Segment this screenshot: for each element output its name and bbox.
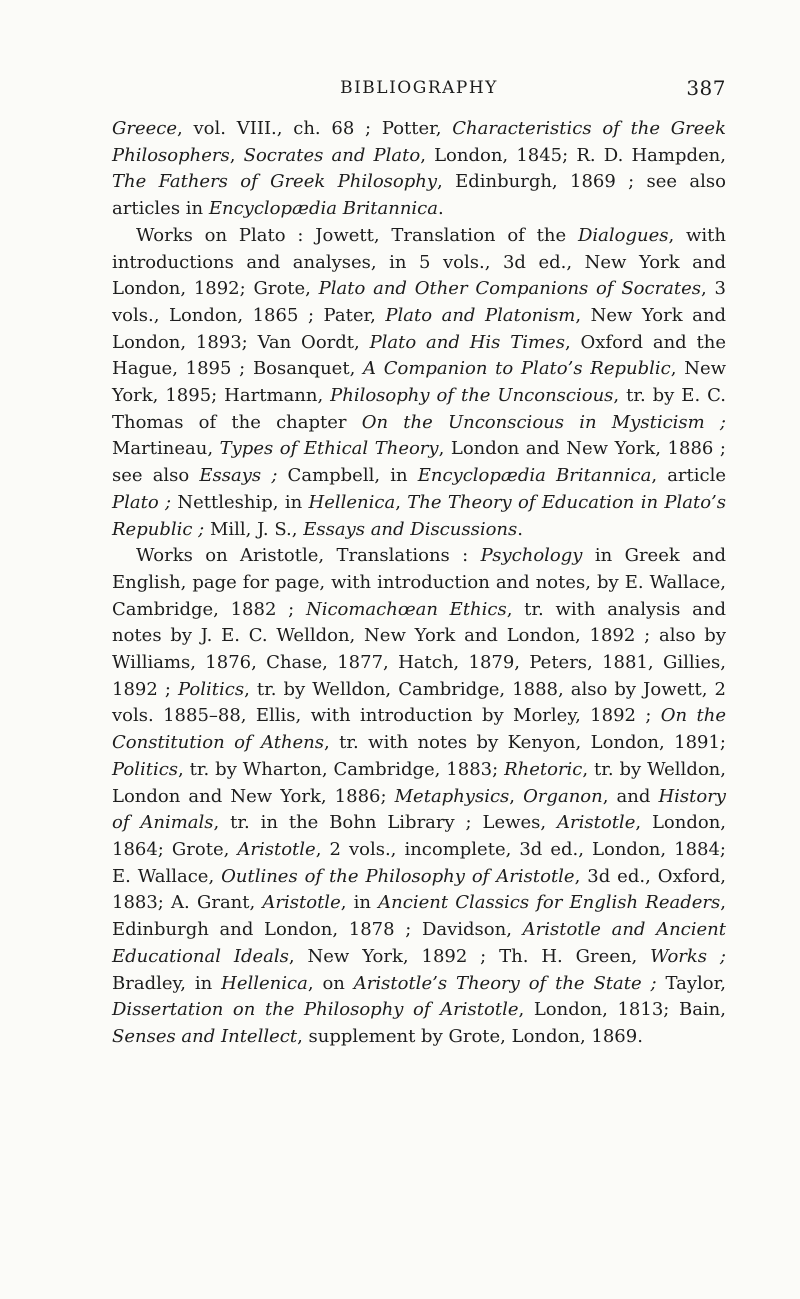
text-segment: , London, 1845; R. D. Hampden, <box>420 144 726 166</box>
text-segment: , New York, 1895; Hartmann, <box>112 358 726 407</box>
italic-title: Politics <box>112 758 179 780</box>
italic-title: Characteristics of the Greek Philosophers <box>112 118 726 166</box>
text-segment: , article <box>651 465 727 487</box>
running-head-title: BIBLIOGRAPHY <box>340 78 498 98</box>
italic-title: Aristotle <box>557 812 636 834</box>
text-segment: Nettleship, in <box>171 491 309 513</box>
text-segment: , tr. with notes by Kenyon, London, 1891; <box>324 732 726 754</box>
text-segment: , Edinburgh and London, 1878 ; Davidson, <box>112 892 726 941</box>
bibliography-paragraph <box>112 116 726 223</box>
italic-title: Senses and Intellect <box>112 1025 298 1047</box>
text-segment: Mill, J. S., <box>204 518 304 540</box>
italic-title: History of Animals <box>112 785 726 834</box>
bibliography-paragraph <box>112 223 726 543</box>
text-segment: Campbell, in <box>277 465 418 487</box>
text-segment: , London, 1864; Grote, <box>112 812 727 860</box>
italic-title: Dialogues <box>577 224 669 246</box>
text-segment: , <box>229 144 244 166</box>
text-segment: in Greek and English, page for page, with introduction and notes, by E. Wallace, Cambridge, 1882 ; <box>112 545 726 620</box>
italic-title: Aristotle and Ancient Educational Ideals <box>112 919 727 967</box>
italic-title: Essays and Discussions <box>303 518 518 540</box>
text-segment: , and <box>602 785 659 807</box>
italic-title: Rhetoric <box>504 758 583 780</box>
text-segment: , <box>395 491 408 513</box>
page-number: 387 <box>686 76 726 100</box>
italic-title: Hellenica <box>308 491 396 513</box>
text-segment: , Oxford and the Hague, 1895 ; Bosanquet, <box>112 331 726 380</box>
text-segment: , tr. with analysis and notes by J. E. C. Welldon, New York and London, 1892 ; also by Williams, 1876, Chase, 1877, Hatch, 1879, Peters, 1881, Gillies, 1892 ; <box>112 598 726 700</box>
text-segment: Works on Aristotle, Translations : <box>136 545 481 567</box>
italic-title: Aristotle’s Theory of the State ; <box>353 972 657 994</box>
italic-title: Nicomachœan Ethics <box>305 598 507 620</box>
text-segment: , London and New York, 1886 ; see also <box>112 438 726 487</box>
text-segment: , 2 vols., incomplete, 3d ed., London, 1884; E. Wallace, <box>112 838 726 887</box>
text-segment: , in <box>340 892 379 914</box>
text-segment: , supplement by Grote, London, 1869. <box>297 1025 643 1047</box>
text-segment: , vol. VIII., ch. 68 ; Potter, <box>177 118 453 139</box>
text-segment: . <box>517 518 523 540</box>
bibliography-text <box>112 116 726 1051</box>
text-segment: , New York and London, 1893; Van Oordt, <box>112 304 726 353</box>
italic-title: Politics <box>178 678 245 700</box>
text-segment: , New York, 1892 ; Th. H. Green, <box>288 945 651 967</box>
text-segment: Bradley, in <box>112 972 222 994</box>
italic-title: Aristotle <box>237 838 316 860</box>
italic-title: Encyclopædia Britannica <box>208 198 438 220</box>
text-segment: . <box>438 198 444 220</box>
italic-title: Ancient Classics for English Readers <box>378 892 721 914</box>
text-segment: , tr. by Welldon, London and New York, 1886; <box>112 758 726 807</box>
text-segment: Taylor, <box>656 972 726 994</box>
italic-title: Encyclopædia Britannica <box>417 465 652 487</box>
italic-title: Essays ; <box>199 465 278 487</box>
running-head <box>112 78 726 108</box>
italic-title: Greece <box>112 118 178 139</box>
text-segment: , <box>509 785 524 807</box>
italic-title: Metaphysics <box>394 785 510 807</box>
italic-title: A Companion to Plato’s Republic <box>363 358 671 380</box>
text-segment: Martineau, <box>112 438 220 460</box>
italic-title: Hellenica <box>221 972 308 994</box>
text-segment: , 3d ed., Oxford, 1883; A. Grant, <box>112 865 726 914</box>
italic-title: Plato and His Times <box>369 331 565 353</box>
text-segment: Works on Plato : Jowett, Translation of the <box>136 224 578 246</box>
italic-title: The Fathers of Greek Philosophy <box>112 171 438 193</box>
text-segment: , tr. by Welldon, Cambridge, 1888, also by Jowett, 2 vols. 1885–88, Ellis, with introduction by Morley, 1892 ; <box>112 678 726 727</box>
text-segment: , London, 1813; Bain, <box>518 999 726 1021</box>
italic-title: Psychology <box>480 545 583 567</box>
text-segment: , Edinburgh, 1869 ; see also articles in <box>112 171 726 220</box>
italic-title: Outlines of the Philosophy of Aristotle <box>221 865 575 887</box>
text-segment: , with introductions and analyses, in 5 vols., 3d ed., New York and London, 1892; Grote, <box>112 224 726 300</box>
text-segment: , tr. in the Bohn Library ; Lewes, <box>213 812 558 834</box>
italic-title: Plato and Platonism <box>385 304 576 326</box>
text-segment: , tr. by Wharton, Cambridge, 1883; <box>178 758 505 780</box>
italic-title: Philosophy of the Unconscious <box>330 385 614 407</box>
bibliography-paragraph <box>112 543 726 1050</box>
italic-title: Plato and Other Companions of Socrates <box>318 278 702 300</box>
italic-title: Works ; <box>650 945 726 967</box>
italic-title: Socrates and Plato <box>243 144 421 166</box>
italic-title: Plato ; <box>112 491 172 513</box>
italic-title: Dissertation on the Philosophy of Aristotle <box>112 999 519 1021</box>
italic-title: Types of Ethical Theory <box>219 438 439 460</box>
italic-title: Aristotle <box>262 892 341 914</box>
text-segment: , 3 vols., London, 1865 ; Pater, <box>112 278 726 326</box>
italic-title: The Theory of Education in Plato’s Republic ; <box>112 491 727 540</box>
italic-title: On the Constitution of Athens <box>112 705 726 754</box>
text-segment: , tr. by E. C. Thomas of the chapter <box>112 385 726 433</box>
italic-title: On the Unconscious in Mysticism ; <box>361 411 726 433</box>
italic-title: Organon <box>523 785 603 807</box>
text-segment: , on <box>307 972 354 994</box>
